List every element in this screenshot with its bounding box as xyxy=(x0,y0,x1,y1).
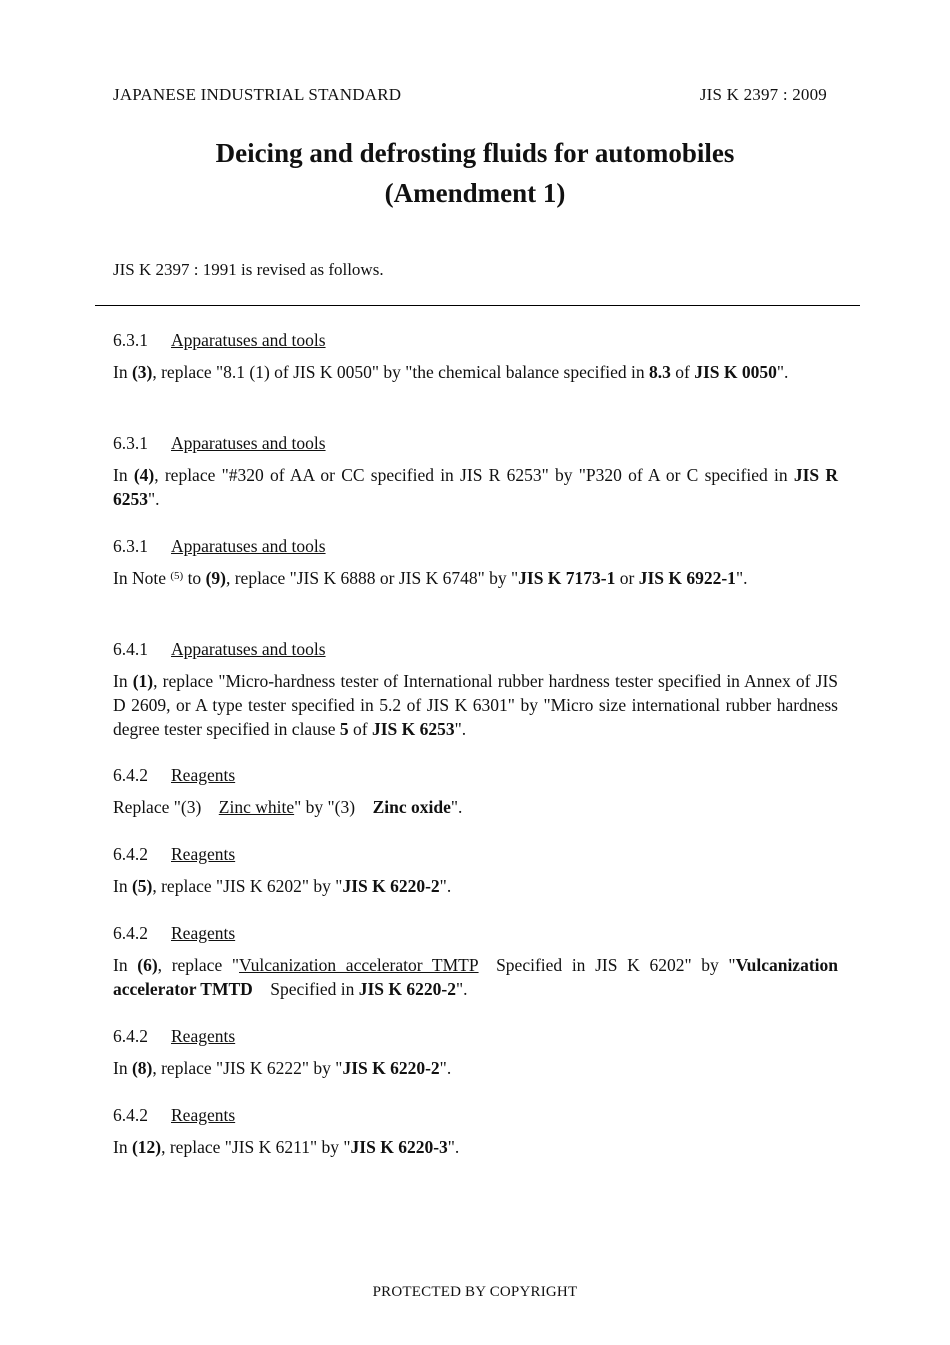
amendment-item xyxy=(113,433,838,536)
section-title: Reagents xyxy=(171,844,236,864)
section-number: 6.4.2 xyxy=(113,1105,148,1125)
amendment-text: In (1), replace "Micro-hardness tester of International rubber hardness tester specified in Annex of JIS D 2609, or A type tester specified in 5.2 of JIS K 6301" by "Micro size international rubber hardness degree tester specified in clause 5 of JIS K 6253". xyxy=(113,671,839,739)
amendment-text: In (8), replace "JIS K 6222" by "JIS K 6220-2". xyxy=(113,1058,452,1078)
intro-text: JIS K 2397 : 1991 is revised as follows. xyxy=(113,260,384,279)
document-title xyxy=(0,133,950,213)
section-title: Apparatuses and tools xyxy=(171,330,326,350)
section-heading xyxy=(113,536,838,556)
amendment-item xyxy=(113,536,838,639)
section-heading xyxy=(113,433,838,453)
note-reference: (5) xyxy=(170,570,184,582)
section-heading xyxy=(113,844,838,864)
amendment-item xyxy=(113,844,838,923)
amendment-item xyxy=(113,923,838,1026)
horizontal-divider xyxy=(95,305,860,306)
amendment-item xyxy=(113,1026,838,1105)
amendment-item xyxy=(113,330,838,433)
section-number: 6.3.1 xyxy=(113,330,148,350)
section-number: 6.4.2 xyxy=(113,923,148,943)
section-title: Apparatuses and tools xyxy=(171,433,326,453)
section-number: 6.3.1 xyxy=(113,433,148,453)
section-title: Apparatuses and tools xyxy=(171,536,326,556)
amendment-list xyxy=(113,330,838,1184)
section-number: 6.4.2 xyxy=(113,1026,148,1046)
copyright-footer: PROTECTED BY COPYRIGHT xyxy=(372,1284,578,1300)
amendment-item xyxy=(113,639,838,765)
standard-label: JAPANESE INDUSTRIAL STANDARD xyxy=(113,85,402,104)
amendment-text: In (4), replace "#320 of AA or CC specified in JIS R 6253" by "P320 of A or C specified in JIS R 6253". xyxy=(113,465,839,509)
title-line-2: (Amendment 1) xyxy=(384,178,566,208)
amendment-text: In (12), replace "JIS K 6211" by "JIS K 6220-3". xyxy=(113,1137,460,1157)
section-heading xyxy=(113,1105,838,1125)
section-number: 6.3.1 xyxy=(113,536,148,556)
title-line-1: Deicing and defrosting fluids for automobiles xyxy=(215,138,735,168)
amendment-item xyxy=(113,1105,838,1184)
amendment-text: In (5), replace "JIS K 6202" by "JIS K 6220-2". xyxy=(113,876,452,896)
section-number: 6.4.1 xyxy=(113,639,148,659)
section-title: Apparatuses and tools xyxy=(171,639,326,659)
section-heading xyxy=(113,765,838,785)
section-title: Reagents xyxy=(171,1026,236,1046)
section-heading xyxy=(113,1026,838,1046)
standard-number: JIS K 2397 : 2009 xyxy=(699,85,827,104)
section-heading xyxy=(113,639,838,659)
section-title: Reagents xyxy=(171,765,236,785)
section-number: 6.4.2 xyxy=(113,765,148,785)
section-title: Reagents xyxy=(171,1105,236,1125)
amendment-text: In (6), replace "Vulcanization accelerator TMTP Specified in JIS K 6202" by "Vulcanization accelerator TMTD Specified in JIS K 6220-2". xyxy=(113,955,838,999)
section-number: 6.4.2 xyxy=(113,844,148,864)
amendment-text: In (3), replace "8.1 (1) of JIS K 0050" by "the chemical balance specified in 8.3 of JIS K 0050". xyxy=(113,362,789,382)
section-title: Reagents xyxy=(171,923,236,943)
amendment-text: In Note $^{(5)}$ to (9), replace "JIS K 6888 or JIS K 6748" by "JIS K 7173-1 or JIS K 6922-1". xyxy=(113,568,748,588)
section-heading xyxy=(113,923,838,943)
amendment-item xyxy=(113,765,838,844)
amendment-text: Replace "(3) Zinc white" by "(3) Zinc oxide". xyxy=(113,797,463,817)
section-heading xyxy=(113,330,838,350)
